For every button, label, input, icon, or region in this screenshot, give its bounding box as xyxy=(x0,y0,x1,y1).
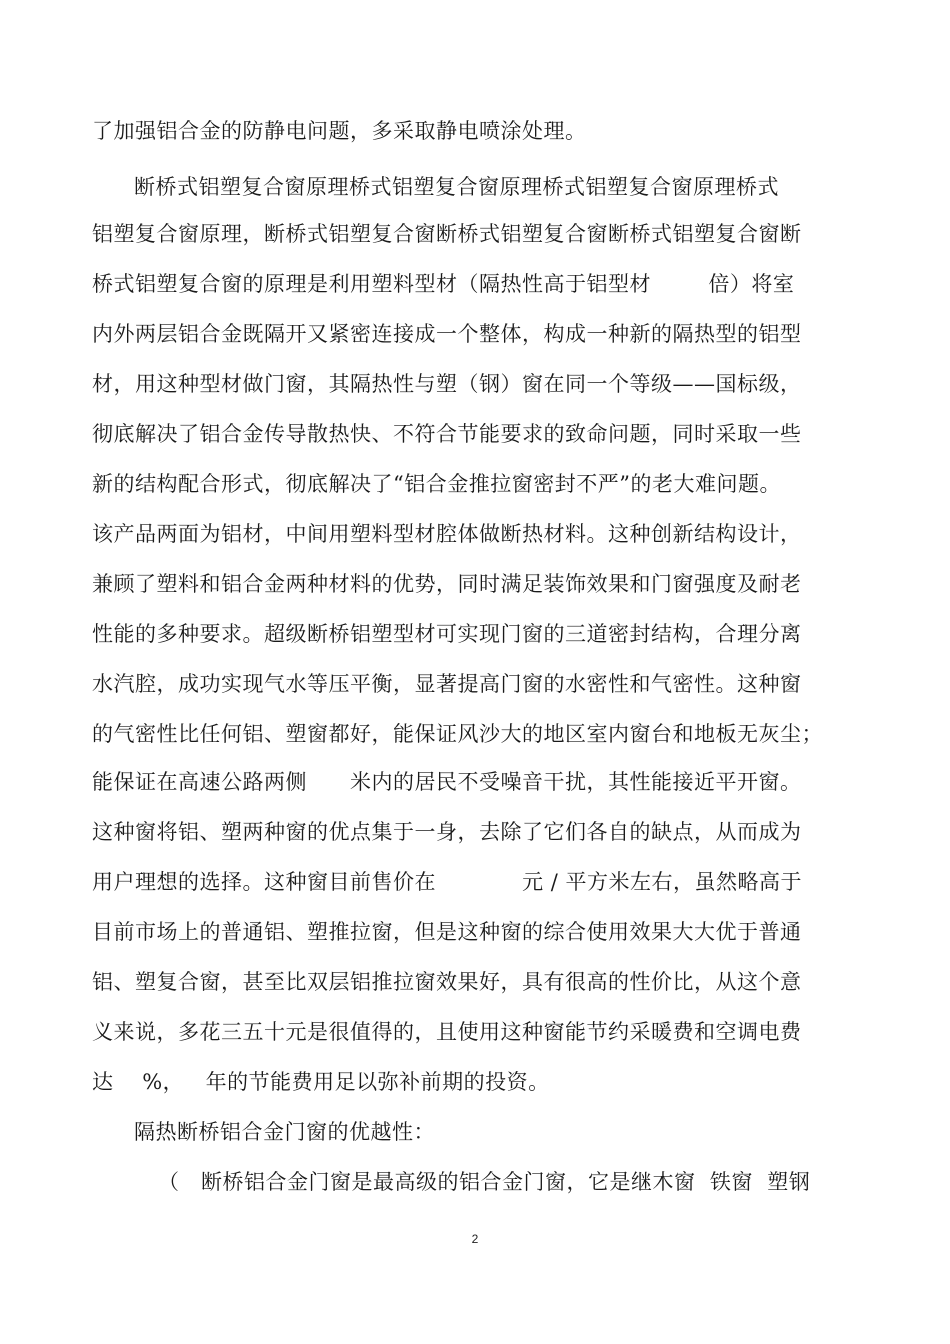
text-line: 水汽腔，成功实现气水等压平衡，显著提高门窗的水密性和气密性。这种窗 xyxy=(92,672,802,696)
text-line: 了加强铝合金的防静电问题，多采取静电喷涂处理。 xyxy=(92,119,587,143)
text-line: 性能的多种要求。超级断桥铝塑型材可实现门窗的三道密封结构，合理分离 xyxy=(92,622,802,646)
text-line: 材，用这种型材做门窗，其隔热性与塑（钢）窗在同一个等级——国标级， xyxy=(92,372,802,396)
section-heading: 隔热断桥铝合金门窗的优越性： xyxy=(134,1120,435,1144)
text-line: 这种窗将铝、塑两种窗的优点集于一身，去除了它们各自的缺点，从而成为 xyxy=(92,820,802,844)
text-line: 目前市场上的普通铝、塑推拉窗，但是这种窗的综合使用效果大大优于普通 xyxy=(92,920,802,944)
text-line: 新的结构配合形式，彻底解决了“铝合金推拉窗密封不严”的老大难问题。 xyxy=(92,472,781,496)
text-line: 该产品两面为铝材，中间用塑料型材腔体做断热材料。这种创新结构设计， xyxy=(92,522,802,546)
text-line: 用户理想的选择。这种窗目前售价在 元 / 平方米左右，虽然略高于 xyxy=(92,870,803,894)
text-line: 铝、塑复合窗，甚至比双层铝推拉窗效果好，具有很高的性价比，从这个意 xyxy=(92,970,802,994)
text-line: 桥式铝塑复合窗的原理是利用塑料型材（隔热性高于铝型材 倍）将室 xyxy=(92,272,795,296)
text-line: 内外两层铝合金既隔开又紧密连接成一个整体，构成一种新的隔热型的铝型 xyxy=(92,322,802,346)
paragraph-start-line: 断桥式铝塑复合窗原理桥式铝塑复合窗原理桥式铝塑复合窗原理桥式 xyxy=(134,175,779,199)
text-line: 彻底解决了铝合金传导散热快、不符合节能要求的致命问题，同时采取一些 xyxy=(92,422,802,446)
text-line: 达 %， 年的节能费用足以弥补前期的投资。 xyxy=(92,1070,550,1094)
text-line: 铝塑复合窗原理，断桥式铝塑复合窗断桥式铝塑复合窗断桥式铝塑复合窗断 xyxy=(92,222,802,246)
text-line: 兼顾了塑料和铝合金两种材料的优势，同时满足装饰效果和门窗强度及耐老 xyxy=(92,572,802,596)
text-line: 能保证在高速公路两侧 米内的居民不受噪音干扰，其性能接近平开窗。 xyxy=(92,770,802,794)
list-item-line: （ 断桥铝合金门窗是最高级的铝合金门窗，它是继木窗 铁窗 塑钢 xyxy=(158,1170,811,1194)
text-line: 的气密性比任何铝、塑窗都好，能保证风沙大的地区室内窗台和地板无灰尘； xyxy=(92,722,823,746)
text-line: 义来说，多花三五十元是很值得的，且使用这种窗能节约采暖费和空调电费 xyxy=(92,1020,802,1044)
page-number: 2 xyxy=(471,1232,479,1246)
